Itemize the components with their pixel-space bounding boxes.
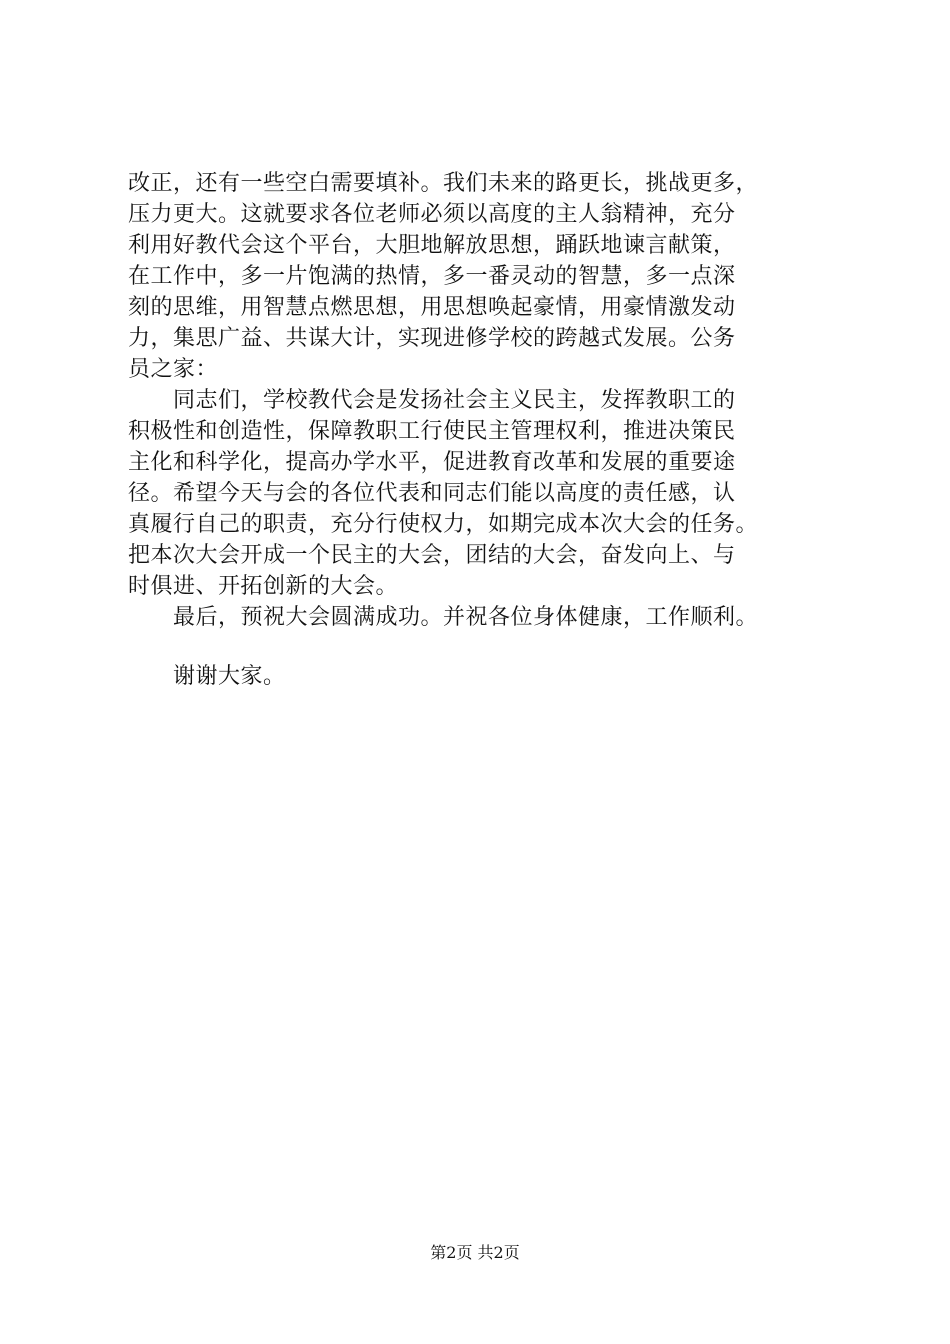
paragraph-gap	[128, 633, 838, 661]
text-line: 主化和科学化，提高办学水平，促进教育改革和发展的重要途	[128, 450, 736, 475]
document-body	[128, 168, 838, 692]
text-line: 压力更大。这就要求各位老师必须以高度的主人翁精神，充分	[128, 202, 736, 227]
text-line: 最后，预祝大会圆满成功。并祝各位身体健康，工作顺利。	[128, 605, 759, 630]
text-line: 员之家：	[128, 357, 219, 382]
text-line: 积极性和创造性，保障教职工行使民主管理权利，推进决策民	[128, 419, 736, 444]
text-line: 在工作中，多一片饱满的热情，多一番灵动的智慧，多一点深	[128, 264, 736, 289]
text-line: 刻的思维，用智慧点燃思想，用思想唤起豪情，用豪情激发动	[128, 295, 736, 320]
text-line: 时俱进、开拓创新的大会。	[128, 574, 399, 599]
text-line: 把本次大会开成一个民主的大会，团结的大会，奋发向上、与	[128, 543, 736, 568]
text-line: 径。希望今天与会的各位代表和同志们能以高度的责任感，认	[128, 481, 736, 506]
page-footer: 第2页 共2页	[430, 1243, 520, 1262]
text-line: 力，集思广益、共谋大计，实现进修学校的跨越式发展。公务	[128, 326, 736, 351]
text-line: 利用好教代会这个平台，大胆地解放思想，踊跃地谏言献策，	[128, 233, 736, 258]
text-line: 改正，还有一些空白需要填补。我们未来的路更长，挑战更多，	[128, 171, 759, 196]
text-line: 真履行自己的职责，充分行使权力，如期完成本次大会的任务。	[128, 512, 759, 537]
closing-line: 谢谢大家。	[128, 664, 286, 689]
text-line: 同志们，学校教代会是发扬社会主义民主，发挥教职工的	[128, 388, 736, 413]
